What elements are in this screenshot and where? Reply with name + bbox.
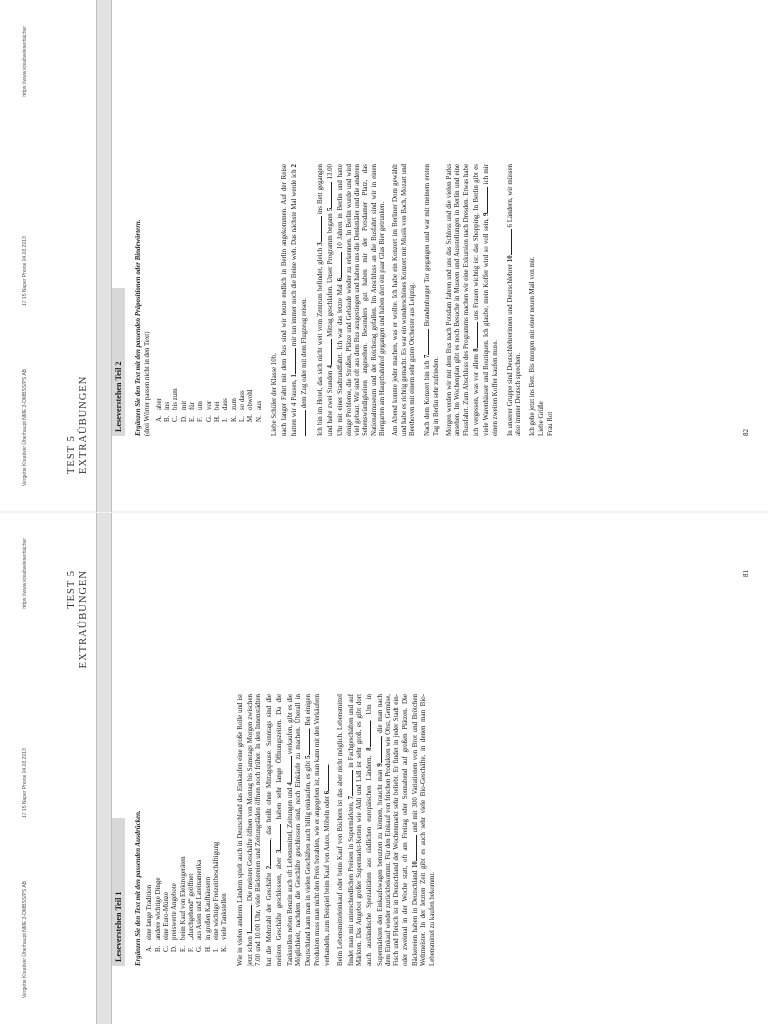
option-text: eine lange Tradition	[146, 884, 154, 940]
option-letter: D.	[180, 415, 188, 422]
gap-blank	[375, 737, 382, 763]
print-info-a: Vergebe Kreativer Überhaupt NME 3-OMBSS/PS AB	[22, 369, 28, 486]
header-bar	[96, 512, 112, 1024]
gap-number: 9	[483, 212, 491, 216]
option-text: „durchgehend“ geöffnet	[188, 873, 196, 940]
text-paragraph	[237, 694, 332, 966]
option-text: andere wichtige Dinge	[154, 877, 162, 940]
text-segment: In unserer Gruppe sind Deutschlehrerinnen und Deutschlehrer	[507, 263, 515, 436]
option-item	[156, 164, 164, 422]
gap-blank	[325, 339, 332, 365]
option-letter: G.	[205, 415, 213, 422]
print-info-line	[22, 26, 32, 486]
gap-blank	[322, 765, 329, 791]
text-segment: uns Frauen wichtig ist: das Shopping. In Berlin gibt es viele Warenhäuser und Boutiquen. Ich glaube, mein Koffer wird so voll sein,	[473, 164, 491, 436]
option-letter: F.	[197, 416, 205, 422]
text-segment: haben sehr lange Öffnungszeiten. Da die Tankstellen neben Benzin auch oft Lebensmittel, Zeitungen und	[276, 694, 294, 966]
option-item	[180, 694, 188, 952]
option-text: um	[197, 401, 205, 410]
header-test: TEST 5	[66, 570, 77, 609]
text-segment: Wie in vielen anderen Ländern spielt auch in Deutschland das Einkaufen eine große Rolle und ist jetzt schon	[236, 694, 255, 966]
option-text: in großen Kaufhäusern	[204, 876, 212, 940]
option-letter: H.	[214, 415, 222, 422]
option-text: ins	[164, 401, 172, 410]
gap-blank	[303, 729, 310, 755]
gap-number: 5	[305, 755, 313, 759]
option-item	[189, 164, 197, 422]
gap-number: 1	[247, 930, 255, 935]
gap-blank	[274, 824, 281, 850]
text-segment: Brandenburger Tor gegangen und war mit meinem ersten Tag in Berlin sehr zufrieden.	[424, 164, 440, 436]
text-segment: 13.00 Uhr mit einer Stadtrundfahrt. Ich war das letzte Mal	[326, 164, 345, 436]
header-bar	[96, 0, 112, 512]
text-segment: nach langer Fahrt mit dem Bus sind wir heute endlich in Berlin angekommen. Auf der Reise hatten wir 4 Pausen,	[280, 164, 298, 436]
option-item	[163, 694, 171, 952]
option-text: vor	[205, 400, 213, 410]
gap-number: 2	[265, 865, 273, 870]
option-text: beim Kauf von Elektrogeräten	[179, 856, 187, 940]
gap-number: 3	[316, 242, 324, 246]
option-item	[171, 694, 179, 952]
text-segment: . Die meisten Geschäfte öffnen von Montag bis Samstags Morgen zwischen 7.00 und 10.00 Uhr, viele Bäckereien und Zeitungsläden öffnen noch früher. In den Innenstädten hat die Mehrzahl der Geschäfte	[247, 694, 273, 966]
option-letter: C.	[172, 415, 180, 422]
gap-blank	[481, 187, 488, 213]
text-segment: Morgen werden wir mit dem Bus nach Potsdam fahren und uns das Schloss und die vielen Parks ansehen. Im Wochenplan gibt es noch Besuche in Museen und Ausstellungen in Berlin und eine Flussfahrt. Zum Abschluss des Programms machen wir eine Exkursion nach Dresden. Etwas habe ich vergessen, was vor allem	[446, 164, 481, 436]
text-segment: Ich bin im Hotel, das sich nicht weit vom Zentrum befindet, gleich	[316, 247, 324, 436]
text-segment: ich mir einen zweiten Koffer kaufen muss.	[483, 164, 499, 436]
gap-number: 1	[290, 374, 298, 378]
option-letter: E.	[179, 946, 187, 952]
print-info-c: https://www.kreativeleserbücher	[22, 26, 28, 97]
text-segment: . Um in Supermärkten den Einkaufswagen benutzen zu können, braucht man	[366, 694, 384, 966]
text-segment: Beim Lebensmitteleinkauf oder beim Kauf von Büchern ist das aber nicht möglich. Lebensmittel findet man mit unterschiedlichen Preisen in Supermärkten,	[337, 694, 355, 966]
option-letter: K.	[230, 415, 238, 422]
header-test: TEST 5	[66, 435, 77, 474]
section-title: Leseverstehen Teil 2	[112, 288, 125, 436]
text-paragraph	[505, 164, 524, 436]
option-letter: I.	[222, 417, 230, 422]
option-item	[188, 694, 196, 952]
option-letter: C.	[163, 945, 171, 952]
page-number: 81	[742, 570, 750, 577]
option-letter: D.	[171, 945, 179, 952]
text-segment: in Fachgeschäften und auf Märkten. Das Angebot großer Supermarkt-Ketten wie Aldi und Lidl ist sehr groß, es gibt dort auch ausländische Spezialitäten aus südlichen europäischen Ländern,	[347, 694, 374, 966]
letter-signature: Frau Rot	[547, 411, 555, 436]
option-letter: B.	[164, 415, 172, 422]
text-segment: Mittag geschlafen. Unser Programm begann	[326, 213, 334, 337]
text-segment: 6 Ländern, wir müssen also immer Deutsch sprechen.	[507, 164, 523, 436]
option-item	[247, 164, 255, 422]
option-letter: B.	[154, 945, 162, 952]
option-letter: A.	[146, 945, 154, 952]
option-text: bis zum	[172, 388, 180, 410]
gap-blank	[289, 348, 296, 374]
gap-blank	[325, 182, 332, 208]
gap-number: 9	[376, 763, 384, 767]
option-text: aus	[255, 400, 263, 410]
text-segment: , die man nach dem Einkauf wieder zurückbekommt. Für den Einkauf von frischen Produkten wie Obst, Gemüse, Fisch und Fleisch ist in Deutschland der Wochenmarkt sehr beliebt. Er findet in jeder Stadt ein- oder zweimal in der Woche statt, oft am Freitag oder Sonnabend auf großen Plätzen. Die Bäckereien haben in Deutschland	[376, 694, 419, 966]
option-item	[197, 164, 205, 422]
option-text: dass	[222, 398, 230, 410]
text-segment: und mit 300 Variationen von Brot und Brötchen Weltmeister. In der letzten Zeit gibt es auch sehr viele Bio-Geschäfte, in denen man Bio-Lebensmittel zu kaufen bekommt.	[411, 694, 436, 966]
gap-number: 8	[366, 747, 374, 751]
option-letter: E.	[189, 416, 197, 422]
option-letter: A.	[155, 415, 163, 422]
gap-blank	[410, 835, 417, 861]
option-letter: M.	[247, 414, 255, 422]
text-paragraph	[315, 164, 388, 436]
text-segment: ins Bett gegangen und habe zwei Stunden	[316, 164, 334, 436]
option-text: preiswerte Angebote	[171, 883, 179, 940]
gap-number: 8	[473, 348, 481, 352]
gap-number: 3	[276, 849, 284, 854]
option-text: aus Asien und Lateinamerika	[196, 859, 204, 940]
text-segment: dem Zug oder mit dem Flugzeug reisen.	[301, 297, 309, 409]
gap-number: 7	[347, 795, 355, 800]
text-paragraph	[446, 164, 500, 436]
options-list	[146, 694, 229, 952]
letter-salutation: Liebe Schüler der Klasse 10b,	[271, 353, 279, 436]
header-subtitle: EXTRAÜBUNGEN	[78, 570, 90, 669]
option-item	[239, 164, 247, 422]
option-letter: N.	[255, 415, 263, 422]
option-letter: F.	[188, 946, 196, 952]
option-item	[181, 164, 189, 422]
option-item	[146, 694, 154, 952]
option-item	[196, 694, 204, 952]
left-page	[0, 512, 768, 1024]
gap-number: 6	[323, 790, 331, 795]
section-title: Leseverstehen Teil 1	[112, 818, 125, 966]
instruction-note: (drei Wörter passen nicht in den Text)	[144, 331, 152, 436]
gap-number: 7	[424, 354, 432, 359]
gap-blank	[346, 770, 353, 796]
print-info-b: 17 15 Naper Phone 04.03.2013	[22, 748, 28, 818]
option-text: für	[189, 401, 197, 410]
gap-blank	[505, 229, 512, 255]
text-segment: .	[323, 763, 331, 765]
text-segment: . Bei einigen Produkten muss man nicht den Preis bezahlen, wie er angegeben ist, man kann mit den Verkäufern verhandeln, zum Beispiel beim Kauf von Autos, Möbeln oder	[305, 694, 331, 966]
option-letter: H.	[204, 945, 212, 952]
gap-blank	[364, 721, 371, 747]
instruction: Ergänzen Sie den Text mit den passenden Präpositionen oder Bindewörtern.	[135, 219, 142, 436]
gap-blank	[422, 329, 429, 355]
gap-blank	[471, 322, 478, 348]
text-paragraph: Ich gehe jetzt ins Bett. Bis morgen mit einer neuen Mail von mir.	[528, 256, 536, 436]
option-item	[221, 694, 229, 952]
option-item	[256, 164, 264, 422]
page-number: 82	[742, 429, 750, 436]
option-item	[206, 164, 214, 422]
option-text: viele Tankstellen	[221, 893, 229, 940]
option-text: so dass	[239, 390, 247, 410]
option-item	[214, 164, 222, 422]
gap-number: 10	[411, 861, 419, 869]
option-item	[164, 164, 172, 422]
option-letter: G.	[196, 945, 204, 952]
page-header	[66, 376, 90, 474]
option-letter: I.	[213, 947, 221, 952]
gap-blank	[315, 216, 322, 242]
gap-number: 4	[326, 365, 334, 369]
instruction: Ergänzen Sie den Text mit den passenden Ausdrücken.	[135, 810, 142, 966]
option-letter: L.	[239, 416, 247, 422]
option-text: aber	[155, 398, 163, 410]
option-text: eine Euro-Münze	[163, 891, 171, 940]
print-info-a: Vergebe Kreativer Überhaupt NME 3-OMBSS/PS AB	[22, 881, 28, 998]
option-letter: K.	[221, 945, 229, 952]
option-item	[205, 694, 213, 952]
print-info-c: https://www.kreativeleserbücher	[22, 538, 28, 609]
option-text: mit	[180, 400, 188, 410]
text-segment: mir tun immer noch die Beine weh. Das nächste Mal werde ich	[290, 169, 298, 347]
options-list	[156, 164, 264, 422]
gap-blank	[285, 756, 292, 782]
option-text: zum	[230, 398, 238, 410]
gap-number: 2	[290, 164, 298, 168]
text-paragraph	[337, 694, 437, 966]
gap-number: 4	[286, 782, 294, 786]
gap-blank	[245, 905, 252, 931]
text-segment: 10 Jahren in Berlin und hatte einige Probleme, die Straßen, Plätze und Gebäude wieder zu erkennen. In Berlin wurde und wird viel gebaut. Wir sind oft aus dem Bus ausgestiegen und haben uns die Denkmäler und die anderen Sehenswürdigkeiten angesehen. Besonders gut haben mir der Potsdamer Platz, das Nationalmuseum und der Reichstag gefallen. Im Anschluss an die Busfahrt sind wir in einen Biergarten am Hauptbahnhof gegangen und haben dort ein paar Glas Bier getrunken.	[337, 164, 386, 436]
gap-number: 5	[326, 207, 334, 212]
option-item	[172, 164, 180, 422]
option-item	[213, 694, 221, 952]
gap-number: 6	[337, 277, 345, 282]
option-item	[155, 694, 163, 952]
text-segment: verkaufen, gibt es die Möglichkeit, nachdem die Geschäfte geschlossen sind, noch Einkäufe zu machen. Überall in Deutschland kann man in vielen Geschäften auch billig einkaufen, es gibt	[286, 694, 313, 966]
text-segment: Nach dem Konzert bin ich	[424, 360, 432, 436]
option-text: eine wichtige Freizeitbeschäftigung	[213, 841, 221, 940]
gap-number: 10	[507, 255, 515, 263]
header-subtitle: EXTRAÜBUNGEN	[78, 375, 90, 474]
print-info-b: 17 15 Naper Phone 04.03.2013	[22, 236, 28, 306]
option-text: bei	[214, 401, 222, 410]
gap-blank	[299, 410, 306, 436]
exercise-content	[135, 694, 442, 966]
option-item	[222, 164, 230, 422]
option-text: obwohl	[247, 389, 255, 410]
text-paragraph	[281, 164, 310, 436]
exercise-content	[135, 164, 561, 436]
text-paragraph	[422, 164, 441, 436]
print-info-line	[22, 538, 32, 998]
gap-blank	[264, 840, 271, 866]
gap-blank	[335, 252, 342, 278]
letter-closing: Liebe Grüße	[538, 401, 546, 436]
option-item	[231, 164, 239, 422]
text-paragraph: Am Abend konnte jeder machen, was er wollte. Ich habe ein Konzert im Berliner Dom gewählt und habe es richtig gemacht. Es war ein wunderschönes Konzert mit Musik von Bach, Mozart und Beethoven mit einem sehr guten Orchester aus Leipzig.	[392, 164, 416, 436]
page-header	[66, 570, 90, 668]
text-segment: , das heißt ohne Mittagspause. Sonntags sind die meisten Geschäfte geschlossen, aber	[265, 694, 284, 966]
